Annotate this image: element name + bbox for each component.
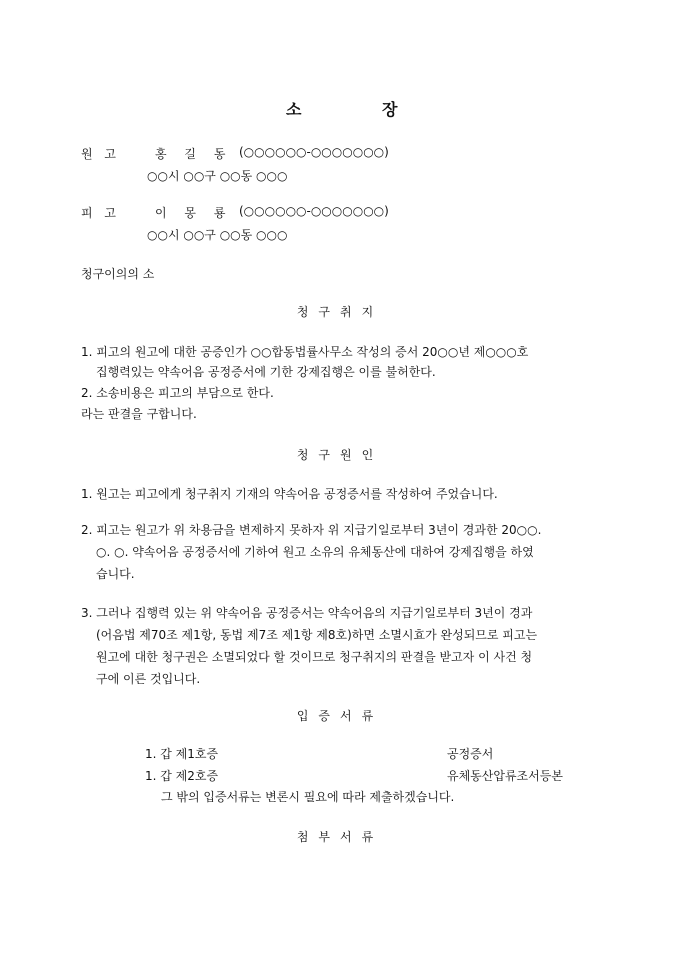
defendant-address: ○○시 ○○구 ○○동 ○○○ [147,228,288,242]
case-name: 청구이의의 소 [81,267,155,281]
defendant-name: 이 몽 룡 [155,206,226,220]
plaintiff-name: 홍 길 동 [155,147,226,161]
claim-purpose-item-2: 2. 소송비용은 피고의 부담으로 한다. [81,386,274,400]
evidence-heading: 입증서류 [296,709,384,723]
claim-purpose-heading: 청구취지 [296,305,384,319]
claim-cause-item-2-line-3: 습니다. [96,567,135,581]
claim-purpose-item-1 [81,341,528,383]
claim-purpose-item-1-line-2: 집행력있는 약속어음 공정증서에 기한 강제집행은 이를 불허한다. [96,365,436,379]
claim-cause-item-2-line-2: ○. ○. 약속어음 공정증서에 기하여 원고 소유의 유체동산에 대하여 강제집행을 하였 [96,545,534,559]
plaintiff-address: ○○시 ○○구 ○○동 ○○○ [147,169,288,183]
claim-cause-item-3-line-2: (어음법 제70조 제1항, 동법 제7조 제1항 제8호)하면 소멸시효가 완성되므로 피고는 [96,628,538,642]
claim-cause-item-2-line-1: 2. 피고는 원고가 위 차용금을 변제하지 못하자 위 지급기일로부터 3년이 경과한 20○○. [81,523,542,537]
claim-cause-item-1: 1. 원고는 피고에게 청구취지 기재의 약속어음 공정증서를 작성하여 주었습니다. [81,487,498,501]
claim-cause-item-2 [81,519,541,585]
claim-cause-item-3 [81,602,537,690]
plaintiff-id: (○○○○○○-○○○○○○○) [239,145,389,159]
document-title-left: 소 [286,100,302,119]
claim-cause-item-3-line-3: 원고에 대한 청구권은 소멸되었다 할 것이므로 청구취지의 판결을 받고자 이 사건 청 [96,650,533,664]
claim-purpose-item-1-line-1: 1. 피고의 원고에 대한 공증인가 ○○합동법률사무소 작성의 증서 20○○년 제○○○호 [81,345,529,359]
claim-purpose-closing: 라는 판결을 구합니다. [81,407,197,421]
defendant-label: 피 고 [81,206,116,220]
document-title-right: 장 [382,100,398,119]
defendant-id: (○○○○○○-○○○○○○○) [239,204,389,218]
attachments-heading: 첨부서류 [296,830,384,844]
evidence-item-1-label: 1. 갑 제1호증 [145,747,219,761]
claim-cause-item-3-line-1: 3. 그러나 집행력 있는 위 약속어음 공정증서는 약속어음의 지급기일로부터 3년이 경과 [81,606,533,620]
claim-cause-heading: 청구원인 [296,448,384,462]
evidence-item-2-label: 1. 갑 제2호증 [145,769,219,783]
evidence-note: 그 밖의 입증서류는 변론시 필요에 따라 제출하겠습니다. [161,790,455,804]
plaintiff-label: 원 고 [81,147,116,161]
evidence-item-2-desc: 유체동산압류조서등본 [447,769,563,783]
claim-cause-item-3-line-4: 구에 이른 것입니다. [96,672,201,686]
evidence-item-1-desc: 공정증서 [447,747,494,761]
